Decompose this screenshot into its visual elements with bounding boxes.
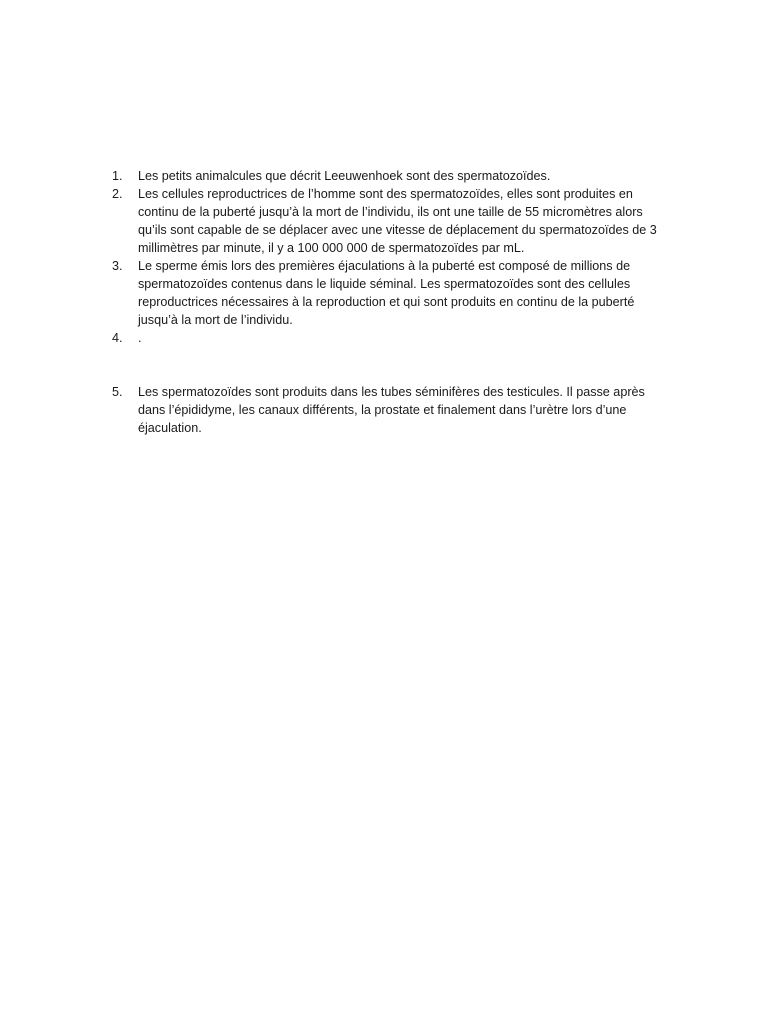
list-item-text: Les petits animalcules que décrit Leeuwenhoek sont des spermatozoïdes. xyxy=(138,169,551,183)
list-item-text: Les spermatozoïdes sont produits dans les tubes séminifères des testicules. Il passe après dans l’épididyme, les canaux différents, la prostate et finalement dans l’urètre lors d’une éjaculation. xyxy=(138,385,645,435)
list-item-text: Le sperme émis lors des premières éjaculations à la puberté est composé de millions de spermatozoïdes contenus dans le liquide séminal. Les spermatozoïdes sont des cellules reproductrices nécessaires à la reproduction et qui sont produits en continu de la puberté jusqu’à la mort de l’individu. xyxy=(138,259,635,327)
list-item xyxy=(112,185,672,257)
list-item xyxy=(112,329,672,347)
list-item-text: Les cellules reproductrices de l’homme sont des spermatozoïdes, elles sont produites en continu de la puberté jusqu’à la mort de l’individu, ils ont une taille de 55 micromètres alors qu’ils sont capable de se déplacer avec une vitesse de déplacement du spermatozoïdes de 3 millimètres par minute, il y a 100 000 000 de spermatozoïdes par mL. xyxy=(138,187,657,255)
list-item xyxy=(112,257,672,329)
numbered-list xyxy=(112,167,672,437)
list-item-number: 1. xyxy=(112,169,123,183)
list-item-text: . xyxy=(138,331,142,345)
list-spacer xyxy=(112,347,672,383)
list-item xyxy=(112,167,672,185)
list-item-number: 2. xyxy=(112,187,123,201)
list-item-number: 5. xyxy=(112,385,123,399)
list-item xyxy=(112,383,672,437)
list-item-number: 3. xyxy=(112,259,123,273)
list-item-number: 4. xyxy=(112,331,123,345)
